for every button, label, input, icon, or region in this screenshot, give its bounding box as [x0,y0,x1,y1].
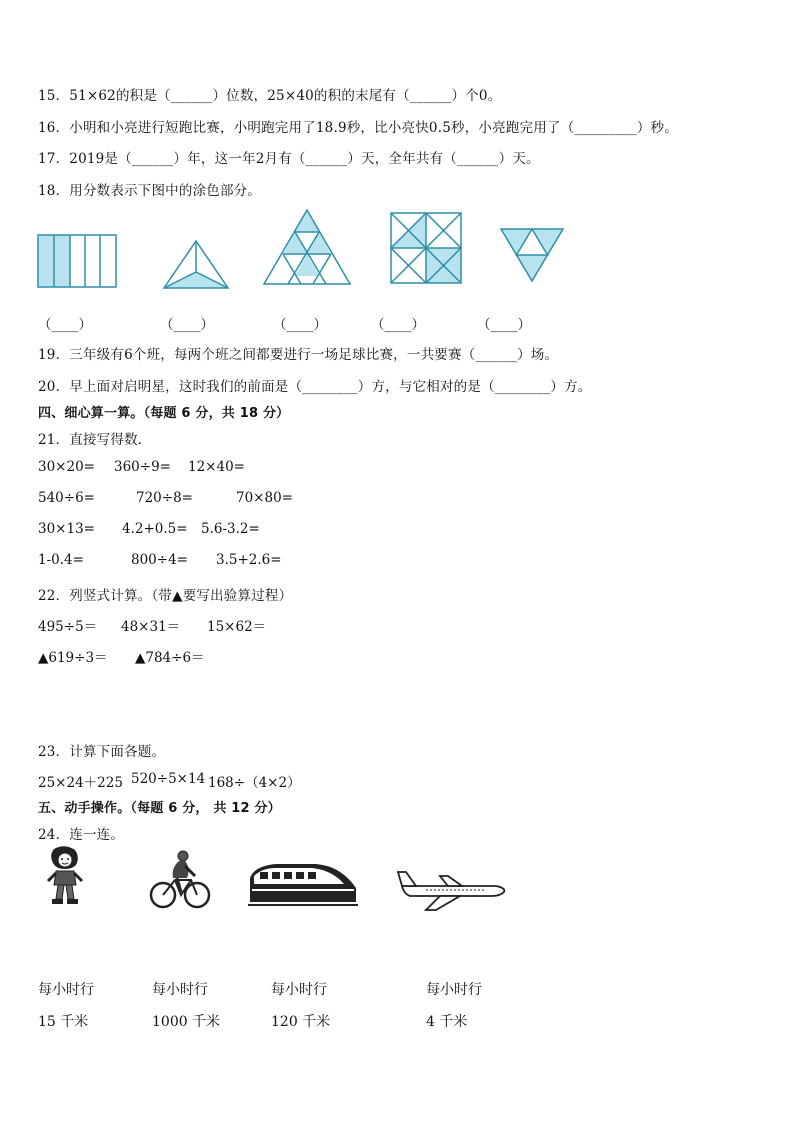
cyclist-icon [149,850,211,910]
calc-item: 495÷5＝ [38,619,98,635]
question-17: 17．2019是（______）年，这一年2月有（______）天，全年共有（______）天。 [38,151,540,167]
question-23: 23．计算下面各题。 [38,744,166,760]
speed-label: 每小时行 [152,982,208,998]
question-24: 24．连一连。 [38,827,125,843]
calc-item: ▲619÷3＝ [38,650,108,666]
calc-item: 30×20= [38,459,95,475]
speed-value: 15 千米 [38,1014,89,1030]
calc-item: 360÷9= [114,459,171,475]
calc-item: 15×62＝ [207,619,267,635]
airplane-icon [396,866,508,912]
speed-value: 120 千米 [271,1014,331,1030]
speed-value: 4 千米 [426,1014,468,1030]
calc-item: 25×24＋225 [38,775,123,791]
calc-item: 12×40= [188,459,245,475]
speed-label: 每小时行 [38,982,94,998]
figure-inverted-triangle [499,227,565,283]
answer-blank-1[interactable]: （____） [38,317,92,333]
speed-value: 1000 千米 [152,1014,221,1030]
calc-item: 520÷5×14 [131,771,206,787]
calc-item: 540÷6= [38,490,95,506]
calc-item: 720÷8= [136,490,193,506]
calc-item: ▲784÷6＝ [135,650,205,666]
calc-item: 4.2+0.5= [122,521,188,537]
speed-label: 每小时行 [426,982,482,998]
answer-blank-5[interactable]: （____） [477,317,531,333]
answer-blank-4[interactable]: （____） [371,317,425,333]
section-5-heading: 五、动手操作。（每题 6 分， 共 12 分） [38,801,281,816]
calc-item: 48×31＝ [121,619,181,635]
calc-item: 5.6-3.2= [201,521,260,537]
question-20: 20．早上面对启明星，这时我们的前面是（________）方，与它相对的是（________）方。 [38,379,592,395]
answer-blank-3[interactable]: （____） [273,317,327,333]
section-4-heading: 四、细心算一算。（每题 6 分，共 18 分） [38,406,290,421]
question-16: 16．小明和小亮进行短跑比赛，小明跑完用了18.9秒，比小亮快0.5秒，小亮跑完用了（_________）秒。 [38,120,678,136]
question-21: 21．直接写得数． [38,432,152,448]
calc-item: 800÷4= [131,552,188,568]
calc-item: 70×80= [236,490,293,506]
question-15: 15．51×62的积是（______）位数，25×40的积的末尾有（______）个0。 [38,88,502,104]
calc-item: 3.5+2.6= [216,552,282,568]
figure-triangle-grid [262,208,352,286]
speed-label: 每小时行 [271,982,327,998]
calc-item: 1-0.4= [38,552,84,568]
calc-item: 30×13= [38,521,95,537]
train-icon [246,858,358,908]
calc-item: 168÷（4×2） [208,775,301,791]
figure-square-diamond [389,211,463,285]
question-18: 18．用分数表示下图中的涂色部分。 [38,183,262,199]
child-walking-icon [42,845,88,907]
figure-triangle-centroid [162,239,230,291]
question-22: 22．列竖式计算。（带▲要写出验算过程） [38,588,293,604]
answer-blank-2[interactable]: （____） [160,317,214,333]
question-19: 19．三年级有6个班，每两个班之间都要进行一场足球比赛，一共要赛（______）场。 [38,347,559,363]
figure-rectangle-strips [37,234,119,289]
